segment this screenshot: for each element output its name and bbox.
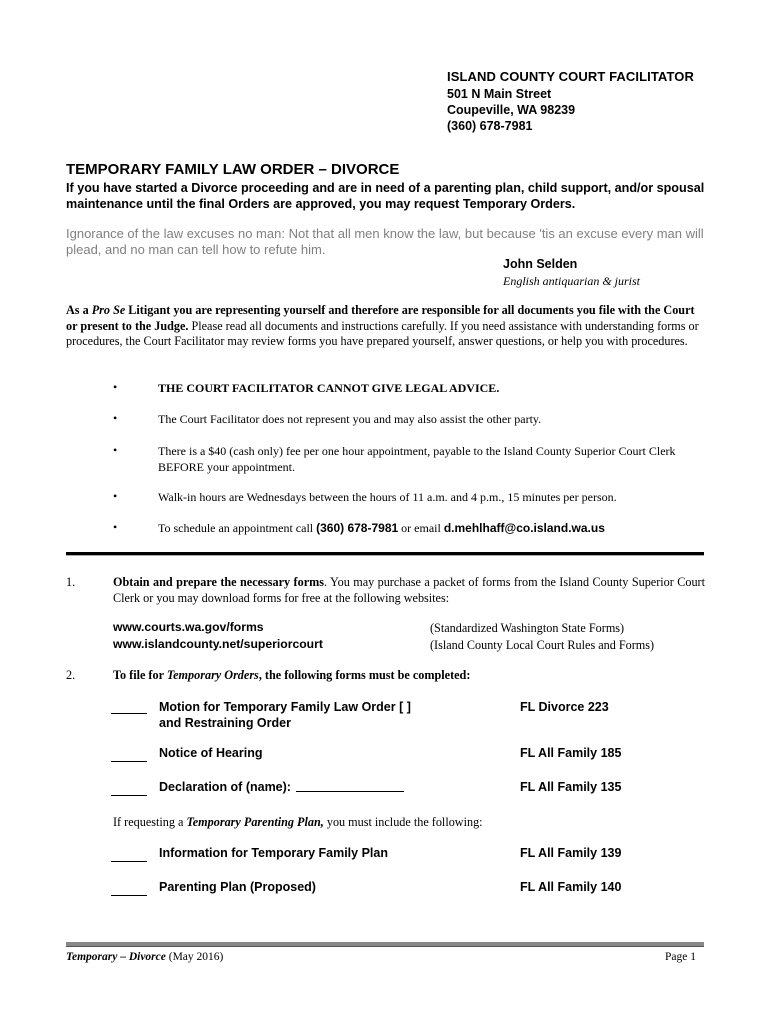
checkbox-line[interactable] (111, 795, 147, 796)
page-title: TEMPORARY FAMILY LAW ORDER – DIVORCE (66, 161, 400, 178)
intro-text: If you have started a Divorce proceeding and are in need of a parenting plan, child support, and/or spousal maintenance until the final Orders are approved, you may request Temporary Orders. (66, 181, 705, 211)
form-motion-name (159, 699, 411, 731)
bullet-icon: • (113, 489, 118, 503)
org-name: ISLAND COUNTY COURT FACILITATOR (447, 69, 694, 84)
footer-doc-title (66, 951, 223, 963)
bullet-icon: • (113, 411, 118, 425)
prose-pro-se: Pro Se (91, 303, 126, 317)
schedule-email[interactable]: d.mehlhaff@co.island.wa.us (443, 521, 605, 535)
street-address: 501 N Main Street (447, 87, 552, 101)
form-parenting-plan-name: Parenting Plan (Proposed) (159, 880, 316, 894)
quote-text: Ignorance of the law excuses no man: Not that all men know the law, but because 'tis an excuse every man will plead, and no man can tell how to refute him. (66, 226, 704, 257)
facilitator-address-block (447, 69, 694, 134)
parenting-post: you must include the following: (323, 815, 483, 829)
site-1-description: (Standardized Washington State Forms) (430, 621, 625, 635)
name-fill-line[interactable] (296, 791, 404, 792)
pro-se-paragraph (66, 303, 706, 350)
site-2-description: (Island County Local Court Rules and Forms) (430, 638, 655, 652)
quote-author-role: English antiquarian & jurist (503, 274, 641, 288)
form-declaration-name (159, 779, 404, 795)
city-state-zip: Coupeville, WA 98239 (447, 103, 576, 117)
section-divider (66, 552, 704, 556)
phone-number: (360) 678-7981 (447, 119, 533, 133)
form-declaration-label: Declaration of (name): (159, 780, 295, 794)
step-2-post: , the following forms must be completed: (258, 668, 471, 682)
schedule-prefix: To schedule an appointment call (158, 521, 317, 535)
parenting-pre: If requesting a (113, 815, 187, 829)
form-notice-code: FL All Family 185 (520, 746, 622, 760)
bullet-schedule (158, 521, 710, 537)
prose-as-a: As a (66, 303, 92, 317)
quote-author: John Selden (503, 257, 578, 271)
footer-page-number: Page 1 (665, 951, 696, 963)
parenting-italic: Temporary Parenting Plan, (186, 815, 324, 829)
checkbox-line[interactable] (111, 895, 147, 896)
form-motion-line1: Motion for Temporary Family Law Order [ ] (159, 700, 411, 714)
form-parenting-plan-code: FL All Family 140 (520, 880, 622, 894)
step-2-text (113, 668, 705, 684)
form-info-family-plan-code: FL All Family 139 (520, 846, 622, 860)
footer-title-italic: Temporary – Divorce (66, 951, 166, 963)
schedule-mid: or email (398, 521, 444, 535)
link-courts-forms[interactable]: www.courts.wa.gov/forms (113, 620, 264, 634)
checkbox-line[interactable] (111, 713, 147, 714)
bullet-walk-in-hours: Walk-in hours are Wednesdays between the hours of 11 a.m. and 4 p.m., 15 minutes per person. (158, 490, 617, 504)
form-declaration-code: FL All Family 135 (520, 780, 622, 794)
prose-normal: Please read all documents and instructions carefully. If you need assistance with understanding forms or procedures, the Court Facilitator may review forms you have prepared yourself, answer questions, or help you with procedures. (66, 318, 699, 348)
parenting-plan-note (113, 815, 483, 830)
bullet-icon: • (113, 443, 118, 457)
step-2-italic: Temporary Orders (166, 668, 259, 682)
bullet-not-representing: The Court Facilitator does not represent you and may also assist the other party. (158, 412, 542, 426)
step-1-rest: . You may purchase a packet of forms from the Island County Superior Court Clerk or you may download forms for free at the following websites: (113, 575, 705, 605)
bullet-icon: • (113, 520, 118, 534)
step-2-number: 2. (66, 668, 76, 682)
bullet-fee: There is a $40 (cash only) fee per one hour appointment, payable to the Island County Superior Court Clerk BEFORE your appointment. (158, 444, 676, 474)
prose-bold-rest: Litigant you are representing yourself and therefore are responsible for all documents you file with the Court or present to the Judge. (66, 303, 695, 333)
bullet-no-legal-advice: THE COURT FACILITATOR CANNOT GIVE LEGAL ADVICE. (158, 381, 500, 395)
footer-divider (66, 942, 704, 947)
checkbox-line[interactable] (111, 761, 147, 762)
step-1-bold: Obtain and prepare the necessary forms (113, 575, 324, 589)
link-island-county-court[interactable]: www.islandcounty.net/superiorcourt (113, 637, 323, 651)
form-notice-name: Notice of Hearing (159, 746, 263, 760)
form-motion-line2: and Restraining Order (159, 716, 291, 730)
form-motion-code: FL Divorce 223 (520, 700, 609, 714)
step-1-number: 1. (66, 575, 76, 589)
checkbox-line[interactable] (111, 861, 147, 862)
footer-date: (May 2016) (165, 951, 224, 963)
bullet-icon: • (113, 380, 118, 394)
step-1-text (113, 575, 705, 606)
schedule-phone[interactable]: (360) 678-7981 (316, 521, 399, 535)
form-info-family-plan-name: Information for Temporary Family Plan (159, 846, 388, 860)
step-2-pre: To file for (113, 668, 167, 682)
